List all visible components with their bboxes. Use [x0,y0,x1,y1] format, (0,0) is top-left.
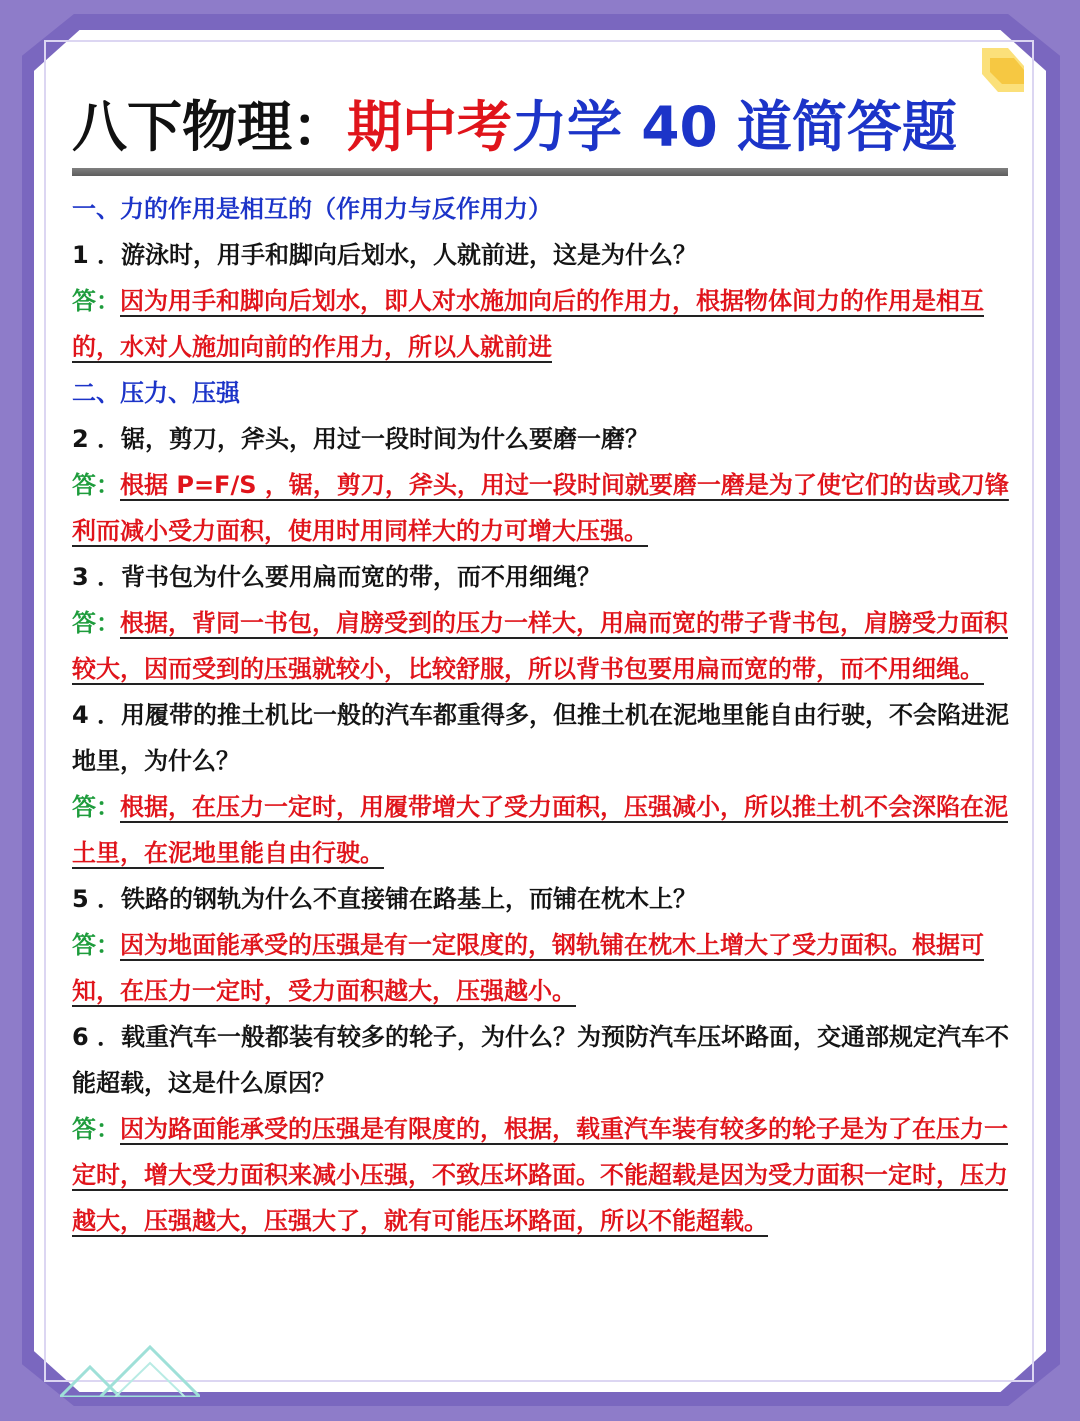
answer-text: 根据 P=F/S ，锯，剪刀，斧头，用过一段时间就要磨一磨是为了使它们的齿或刀锋利而减小受力面积，使用时用同样大的力可增大压强。 [72,471,1009,545]
answer-label: 答： [72,287,120,315]
answer-text: 根据，在压力一定时，用履带增大了受力面积，压强减小，所以推土机不会深陷在泥土里，在泥地里能自由行驶。 [72,793,1008,867]
answer-label: 答： [72,793,120,821]
answer-label: 答： [72,931,120,959]
title-part-3: 力学 [512,95,623,159]
answer-1 [72,278,1012,370]
answer-text: 因为用手和脚向后划水，即人对水施加向后的作用力，根据物体间力的作用是相互的，水对人施加向前的作用力，所以人就前进 [72,287,984,361]
answer-3 [72,600,1012,692]
question-2: 2 ．锯，剪刀，斧头，用过一段时间为什么要磨一磨？ [72,425,650,453]
title-part-1: 八下物理： [72,95,348,159]
answer-text: 根据，背同一书包，肩膀受到的压力一样大，用扁而宽的带子背书包，肩膀受力面积较大，因而受到的压强就较小，比较舒服，所以背书包要用扁而宽的带，而不用细绳。 [72,609,1008,683]
answer-text: 因为地面能承受的压强是有一定限度的，钢轨铺在枕木上增大了受力面积。根据可知，在压力一定时，受力面积越大，压强越小。 [72,931,984,1005]
title-part-2: 期中考 [347,95,513,159]
question-4: 4 ．用履带的推土机比一般的汽车都重得多，但推土机在泥地里能自由行驶，不会陷进泥地里，为什么？ [72,701,1010,775]
section-heading-2: 二、压力、压强 [72,379,240,407]
answer-label: 答： [72,471,120,499]
answer-text: 因为路面能承受的压强是有限度的，根据，载重汽车装有较多的轮子是为了在压力一定时，增大受力面积来减小压强，不致压坏路面。不能超载是因为受力面积一定时，压力越大，压强越大，压强大了，就有可能压坏路面，所以不能超载。 [72,1115,1008,1235]
answer-label: 答： [72,1115,120,1143]
title-divider [72,168,1008,176]
question-3: 3 ．背书包为什么要用扁而宽的带，而不用细绳？ [72,563,602,591]
title-part-4: 40 道简答题 [622,95,957,159]
content-body [72,186,1012,1244]
question-1: 1 ．游泳时，用手和脚向后划水，人就前进，这是为什么？ [72,241,698,269]
page-title [72,92,1012,162]
mountain-decoration-icon [60,1327,200,1397]
answer-label: 答： [72,609,120,637]
answer-2 [72,462,1012,554]
question-5: 5 ．铁路的钢轨为什么不直接铺在路基上，而铺在枕木上？ [72,885,698,913]
answer-4 [72,784,1012,876]
question-6: 6 ．载重汽车一般都装有较多的轮子，为什么？为预防汽车压坏路面，交通部规定汽车不能超载，这是什么原因？ [72,1023,1010,1097]
answer-6 [72,1106,1012,1244]
answer-5 [72,922,1012,1014]
section-heading-1: 一、力的作用是相互的（作用力与反作用力） [72,195,552,223]
